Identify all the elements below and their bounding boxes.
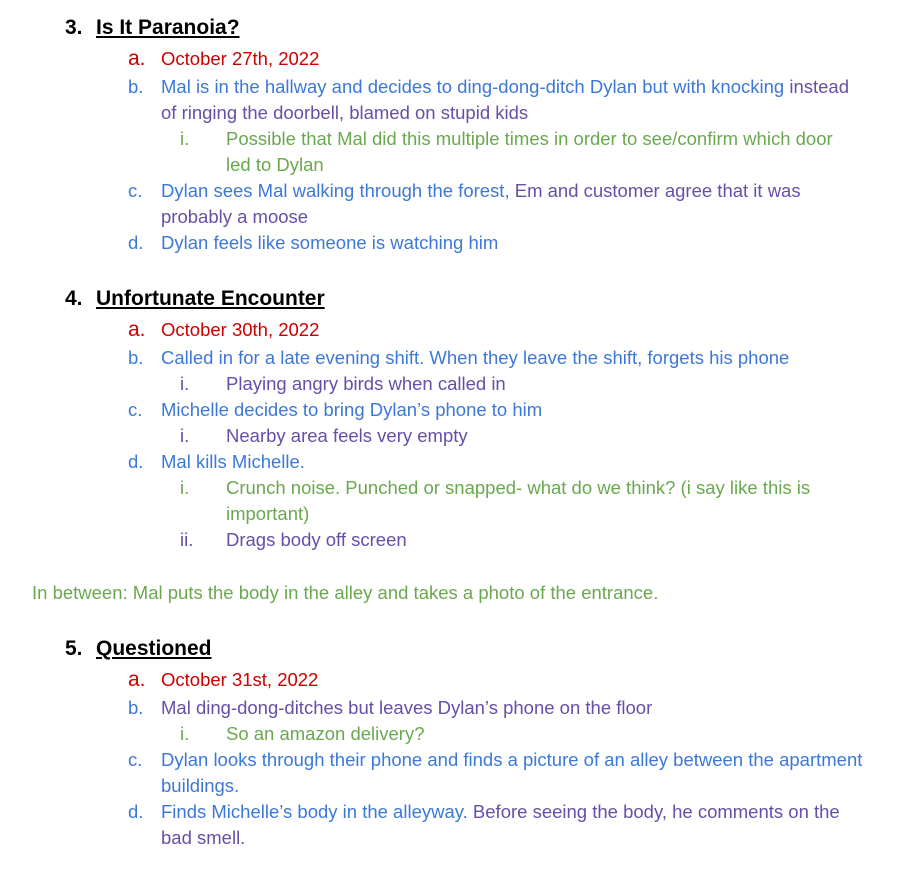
list-item-text: Mal is in the hallway and decides to ding-dong-ditch Dylan but with knocking instead of ringing the doorbell, blamed on stupid kids xyxy=(161,76,849,123)
list-item xyxy=(128,747,868,799)
section-title: Unfortunate Encounter xyxy=(96,287,325,310)
list-item-date xyxy=(128,46,868,72)
list-item-text: October 27th, 2022 xyxy=(161,48,320,69)
list-item-text: Dylan feels like someone is watching him xyxy=(161,232,499,253)
list-item-text: Playing angry birds when called in xyxy=(226,373,506,394)
list-item xyxy=(128,397,868,423)
list-marker: c. xyxy=(128,749,143,770)
sub-list-item xyxy=(180,527,860,553)
list-item-text: Possible that Mal did this multiple times in order to see/confirm which door led to Dylan xyxy=(226,128,833,175)
list-item-text: October 31st, 2022 xyxy=(161,669,319,690)
list-item-text: Crunch noise. Punched or snapped- what do we think? (i say like this is important) xyxy=(226,477,811,524)
list-item xyxy=(128,345,868,371)
sub-list-item xyxy=(180,371,860,397)
list-item-text: Drags body off screen xyxy=(226,529,407,550)
list-item-text: Nearby area feels very empty xyxy=(226,425,468,446)
list-marker: d. xyxy=(128,232,144,253)
list-item-text: Dylan looks through their phone and finds a picture of an alley between the apartment buildings. xyxy=(161,749,863,796)
section-title: Questioned xyxy=(96,637,212,660)
list-marker: i. xyxy=(180,477,190,498)
list-marker: b. xyxy=(128,347,144,368)
list-marker: b. xyxy=(128,76,144,97)
list-marker: d. xyxy=(128,451,144,472)
list-item-text: Finds Michelle’s body in the alleyway. Before seeing the body, he comments on the bad smell. xyxy=(161,801,840,848)
list-item xyxy=(128,230,868,256)
list-marker: i. xyxy=(180,723,190,744)
list-marker: ii. xyxy=(180,529,194,550)
list-marker: d. xyxy=(128,801,144,822)
section-number: 4. xyxy=(65,287,83,310)
list-item xyxy=(128,74,868,126)
section-heading-3 xyxy=(65,15,240,41)
sub-list-item xyxy=(180,126,860,178)
section-heading-5 xyxy=(65,636,212,662)
section-number: 3. xyxy=(65,16,83,39)
section-number: 5. xyxy=(65,637,83,660)
list-item-text: Mal ding-dong-ditches but leaves Dylan’s phone on the floor xyxy=(161,697,653,718)
list-item xyxy=(128,178,868,230)
list-item-text: October 30th, 2022 xyxy=(161,319,320,340)
list-marker: i. xyxy=(180,128,190,149)
list-item xyxy=(128,449,868,475)
list-marker: i. xyxy=(180,373,190,394)
sub-list-item xyxy=(180,721,860,747)
list-item-text: Dylan sees Mal walking through the forest, Em and customer agree that it was probably a moose xyxy=(161,180,801,227)
list-item-date xyxy=(128,667,868,693)
list-marker: a. xyxy=(128,668,146,691)
list-marker: i. xyxy=(180,425,190,446)
list-item xyxy=(128,799,868,851)
list-item-text: Mal kills Michelle. xyxy=(161,451,305,472)
list-item-text: So an amazon delivery? xyxy=(226,723,425,744)
list-marker: a. xyxy=(128,318,146,341)
list-item-date xyxy=(128,317,868,343)
list-marker: c. xyxy=(128,180,143,201)
list-marker: a. xyxy=(128,47,146,70)
list-item xyxy=(128,695,868,721)
in-between-note: In between: Mal puts the body in the alley and takes a photo of the entrance. xyxy=(32,582,659,603)
section-heading-4 xyxy=(65,286,325,312)
section-title: Is It Paranoia? xyxy=(96,16,240,39)
list-item-text: Called in for a late evening shift. When they leave the shift, forgets his phone xyxy=(161,347,790,368)
list-marker: b. xyxy=(128,697,144,718)
list-marker: c. xyxy=(128,399,143,420)
sub-list-item xyxy=(180,475,860,527)
sub-list-item xyxy=(180,423,860,449)
list-item-text: Michelle decides to bring Dylan’s phone to him xyxy=(161,399,543,420)
